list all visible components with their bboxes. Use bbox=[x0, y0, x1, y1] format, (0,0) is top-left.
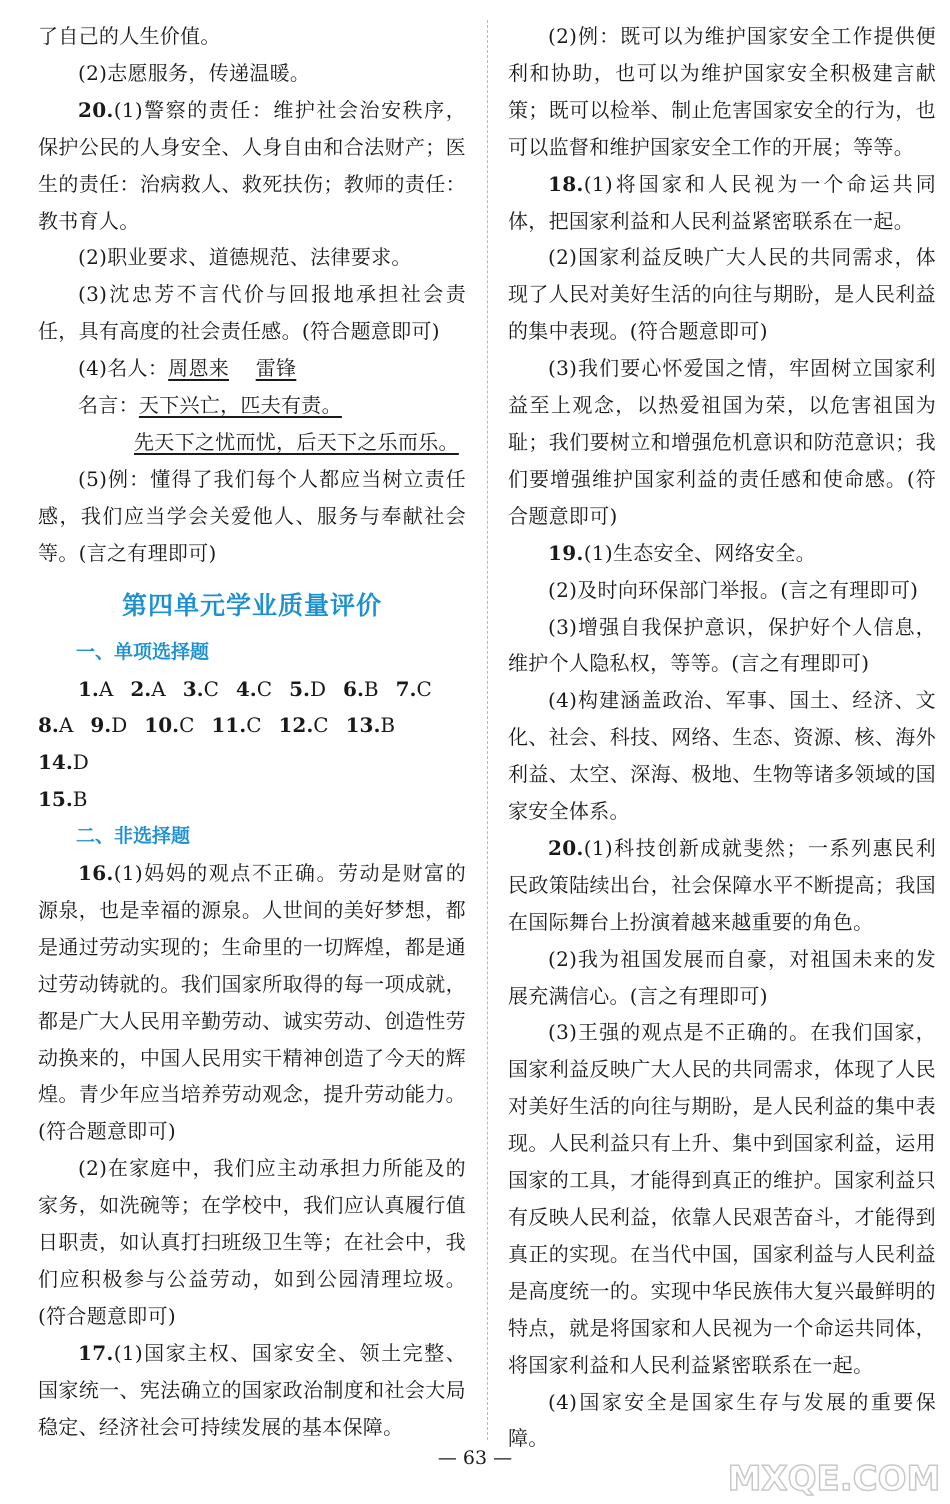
choice-answer: 5.D bbox=[289, 676, 327, 701]
paragraph: (2)志愿服务，传递温暖。 bbox=[78, 60, 311, 85]
choice-answer: 12.C bbox=[278, 713, 329, 738]
answer-label: (4)名人： bbox=[78, 356, 169, 381]
choice-answer: 13.B bbox=[345, 713, 396, 738]
answer-label: 名言： bbox=[78, 393, 139, 418]
choice-answer: 8.A bbox=[38, 713, 74, 738]
choice-answers bbox=[38, 781, 466, 818]
question-17-part-2: (2)例：既可以为维护国家安全工作提供便利和协助，也可以为维护国家安全积极建言献策；既可以检举、制止危害国家安全的行为，也可以监督和维护国家安全工作的开展；等等。 bbox=[508, 24, 936, 159]
question-17-part-1 bbox=[38, 1335, 466, 1446]
question-19-part-1 bbox=[508, 535, 936, 572]
question-20-part-3: (3)王强的观点是不正确的。在我们国家，国家利益反映广大人民的共同需求，体现了人民对美好生活的向往与期盼，是人民利益的集中表现。人民利益只有上升、集中到国家利益，运用国家的工具，才能得到真正的维护。国家利益只有反映人民利益，依靠人民艰苦奋斗，才能得到真正的实现。在当代中国，国家利益与人民利益是高度统一的。实现中华民族伟大复兴最鲜明的特点，就是将国家和人民视为一个命运共同体，将国家利益和人民利益紧密联系在一起。 bbox=[508, 1020, 936, 1377]
question-number: 17. bbox=[78, 1340, 114, 1365]
question-16-part-2: (2)在家庭中，我们应主动承担力所能及的家务，如洗碗等；在学校中，我们应认真履行值日职责，如认真打扫班级卫生等；在社会中，我们应积极参与公益劳动，如到公园清理垃圾。(符合题意即可) bbox=[38, 1156, 466, 1328]
question-18-part-2: (2)国家利益反映广大人民的共同需求，体现了人民对美好生活的向往与期盼，是人民利益的集中表现。(符合题意即可) bbox=[508, 245, 936, 344]
question-20-part-2: (2)我为祖国发展而自豪，对祖国未来的发展充满信心。(言之有理即可) bbox=[508, 946, 936, 1008]
question-20-part-2: (2)职业要求、道德规范、法律要求。 bbox=[78, 245, 412, 270]
left-column bbox=[38, 18, 466, 1446]
answer-fill: 先天下之忧而忧，后天下之乐而乐。 bbox=[134, 429, 459, 454]
answer-text: (1)警察的责任：维护社会治安秩序，保护公民的人身安全、人身自由和合法财产；医生的责任：治病救人、救死扶伤；教师的责任：教书育人。 bbox=[38, 97, 466, 233]
section-title: 二、非选择题 bbox=[76, 825, 191, 848]
question-19-part-2: (2)及时向环保部门举报。(言之有理即可) bbox=[548, 577, 919, 602]
question-18-part-1 bbox=[508, 166, 936, 240]
question-20-part-3: (3)沈忠芳不言代价与回报地承担社会责任，具有高度的社会责任感。(符合题意即可) bbox=[38, 282, 466, 344]
question-number: 19. bbox=[548, 540, 584, 565]
choice-answer: 10.C bbox=[144, 713, 195, 738]
column-divider bbox=[487, 20, 488, 1440]
right-column bbox=[508, 18, 936, 1457]
choice-answer: 4.C bbox=[235, 676, 273, 701]
question-20-part-1 bbox=[38, 92, 466, 240]
watermark-logo bbox=[724, 1452, 944, 1500]
question-20-part-4: (4)国家安全是国家生存与发展的重要保障。 bbox=[508, 1389, 936, 1451]
question-16-part-1 bbox=[38, 855, 466, 1150]
choice-answers bbox=[38, 707, 466, 781]
question-number: 18. bbox=[548, 171, 584, 196]
answer-text: (1)科技创新成就斐然；一系列惠民利民政策陆续出台，社会保障水平不断提高；我国在国际舞台上扮演着越来越重要的角色。 bbox=[508, 835, 936, 934]
choice-answer: 9.D bbox=[90, 713, 128, 738]
question-number: 20. bbox=[548, 835, 584, 860]
question-19-part-4: (4)构建涵盖政治、军事、国土、经济、文化、社会、科技、网络、生态、资源、核、海外利益、太空、深海、极地、生物等诸多领域的国家安全体系。 bbox=[508, 688, 936, 824]
choice-answer: 11.C bbox=[211, 713, 262, 738]
question-number: 20. bbox=[78, 97, 114, 122]
question-20-part-1 bbox=[508, 830, 936, 941]
choice-answer: 7.C bbox=[395, 676, 432, 701]
watermark-text: MXQE.COM bbox=[727, 1459, 941, 1499]
choice-answer: 6.B bbox=[343, 676, 379, 701]
question-18-part-3: (3)我们要心怀爱国之情，牢固树立国家利益至上观念，以热爱祖国为荣，以危害祖国为耻；我们要树立和增强危机意识和防范意识；我们要增强维护国家利益的责任感和使命感。(符合题意即可) bbox=[508, 356, 936, 528]
unit-title: 第四单元学业质量评价 bbox=[121, 590, 382, 620]
choice-answer: 3.C bbox=[182, 676, 219, 701]
choice-answer: 15.B bbox=[38, 787, 88, 812]
answer-text: (1)生态安全、网络安全。 bbox=[583, 540, 816, 565]
question-number: 16. bbox=[78, 861, 114, 886]
answer-text: (1)国家主权、国家安全、领土完整、国家统一、宪法确立的国家政治制度和社会大局稳定、经济社会可持续发展的基本保障。 bbox=[38, 1340, 466, 1439]
question-20-part-4-quotes-2 bbox=[38, 424, 466, 461]
choice-answer: 2.A bbox=[130, 676, 166, 701]
paragraph: 了自己的人生价值。 bbox=[38, 24, 221, 48]
question-20-part-4-quotes bbox=[38, 387, 466, 424]
answer-text: (1)将国家和人民视为一个命运共同体，把国家利益和人民利益紧密联系在一起。 bbox=[508, 171, 936, 233]
choice-answer: 14.D bbox=[38, 750, 89, 775]
question-19-part-3: (3)增强自我保护意识，保护好个人信息，维护个人隐私权，等等。(言之有理即可) bbox=[508, 614, 936, 676]
section-title: 一、单项选择题 bbox=[76, 640, 210, 663]
answer-fill: 天下兴亡，匹夫有责。 bbox=[138, 393, 342, 418]
choice-answers bbox=[38, 671, 466, 708]
answer-fill: 周恩来 bbox=[168, 356, 230, 381]
question-20-part-4-names bbox=[38, 350, 466, 387]
answer-fill: 雷锋 bbox=[255, 356, 297, 381]
page-number: — 63 — bbox=[437, 1447, 513, 1469]
question-20-part-5: (5)例：懂得了我们每个人都应当树立责任感，我们应当学会关爱他人、服务与奉献社会等。(言之有理即可) bbox=[38, 466, 466, 565]
answer-text: (1)妈妈的观点不正确。劳动是财富的源泉，也是幸福的源泉。人世间的美好梦想，都是通过劳动实现的；生命里的一切辉煌，都是通过劳动铸就的。我们国家所取得的每一项成就，都是广大人民用辛勤劳动、诚实劳动、创造性劳动换来的，中国人民用实干精神创造了今天的辉煌。青少年应当培养劳动观念，提升劳动能力。(符合题意即可) bbox=[38, 861, 466, 1144]
choice-answer: 1.A bbox=[78, 676, 114, 701]
